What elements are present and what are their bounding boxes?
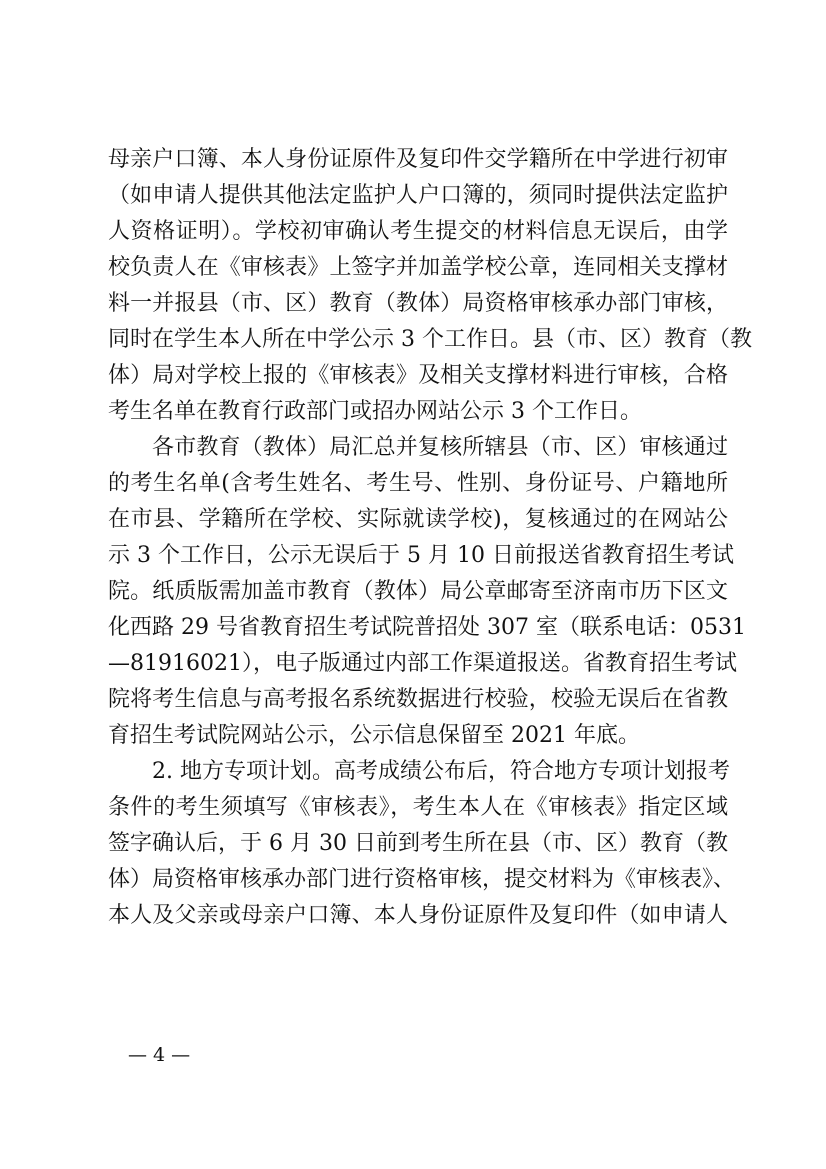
text-line: 签字确认后，于 6 月 30 日前到考生所在县（市、区）教育（教 (108, 831, 728, 856)
text-line: 院将考生信息与高考报名系统数据进行校验，校验无误后在省教 (108, 687, 728, 712)
body-text (108, 143, 752, 935)
page-number: — 4 — (128, 1044, 191, 1066)
text-line: （如申请人提供其他法定监护人户口簿的，须同时提供法定监护 (108, 183, 728, 208)
text-line: 在市县、学籍所在学校、实际就读学校)，复核通过的在网站公 (108, 507, 728, 532)
text-line: 母亲户口簿、本人身份证原件及复印件交学籍所在中学进行初审 (108, 147, 728, 172)
text-line: 院。纸质版需加盖市教育（教体）局公章邮寄至济南市历下区文 (108, 579, 728, 604)
text-line: 的考生名单(含考生姓名、考生号、性别、身份证号、户籍地所 (108, 471, 728, 496)
text-line: 同时在学生本人所在中学公示 3 个工作日。县（市、区）教育（教 (108, 327, 752, 352)
text-line: 2. 地方专项计划。高考成绩公布后，符合地方专项计划报考 (152, 759, 730, 784)
text-line: 考生名单在教育行政部门或招办网站公示 3 个工作日。 (108, 399, 642, 424)
text-line: 示 3 个工作日，公示无误后于 5 月 10 日前报送省教育招生考试 (108, 543, 734, 568)
text-line: —81916021），电子版通过内部工作渠道报送。省教育招生考试 (108, 651, 737, 676)
text-line: 条件的考生须填写《审核表》，考生本人在《审核表》指定区域 (108, 795, 728, 820)
text-line: 育招生考试院网站公示，公示信息保留至 2021 年底。 (108, 723, 640, 748)
text-line: 人资格证明）。学校初审确认考生提交的材料信息无误后，由学 (108, 219, 728, 244)
text-line: 体）局资格审核承办部门进行资格审核，提交材料为《审核表》、 (108, 867, 736, 892)
text-line: 校负责人在《审核表》上签字并加盖学校公章，连同相关支撑材 (108, 255, 728, 280)
text-line: 体）局对学校上报的《审核表》及相关支撑材料进行审核，合格 (108, 363, 728, 388)
text-line: 化西路 29 号省教育招生考试院普招处 307 室（联系电话：0531 (108, 615, 746, 640)
text-line: 本人及父亲或母亲户口簿、本人身份证原件及复印件（如申请人 (108, 903, 728, 928)
text-line: 料一并报县（市、区）教育（教体）局资格审核承办部门审核， (108, 291, 728, 316)
text-line: 各市教育（教体）局汇总并复核所辖县（市、区）审核通过 (152, 435, 728, 460)
